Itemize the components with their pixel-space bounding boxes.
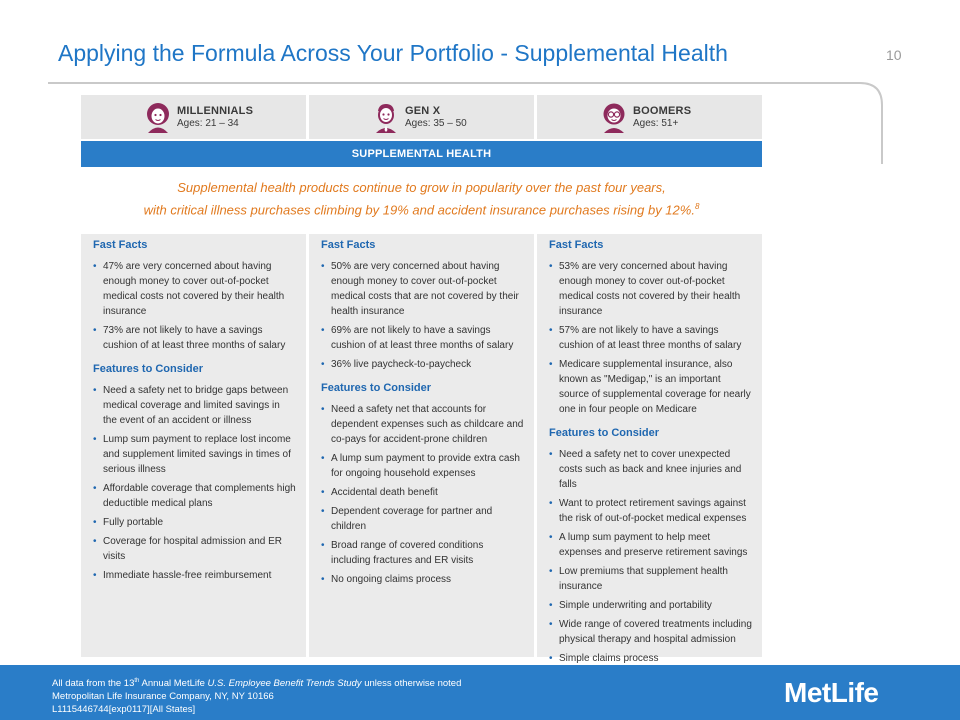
feature-item: • No ongoing claims process (321, 572, 524, 587)
footnote-mark: 8 (694, 202, 700, 211)
feature-item: • Simple claims process (549, 651, 752, 666)
feature-item: • Broad range of covered conditions including fractures and ER visits (321, 538, 524, 568)
feature-item: • Need a safety net that accounts for dependent expenses such as childcare and co-pays for accident-prone children (321, 402, 524, 447)
generation-ages: Ages: 35 – 50 (405, 118, 467, 129)
fast-fact-item: • 69% are not likely to have a savings cushion of at least three months of salary (321, 323, 524, 353)
generation-genx (309, 95, 534, 139)
features-heading: Features to Consider (549, 427, 660, 439)
feature-item: • A lump sum payment to help meet expenses and preserve retirement savings (549, 530, 752, 560)
features-list (93, 383, 296, 583)
generation-name: BOOMERS (633, 105, 692, 117)
footer-company-line: Metropolitan Life Insurance Company, NY, NY 10166 (52, 691, 274, 703)
metlife-logo: MetLife (784, 677, 879, 708)
fast-facts-list (93, 259, 296, 353)
generation-name: GEN X (405, 105, 441, 117)
feature-item: • Immediate hassle-free reimbursement (93, 568, 296, 583)
fast-facts-list (321, 259, 524, 372)
feature-item: • Accidental death benefit (321, 485, 524, 500)
feature-item: • Lump sum payment to replace lost income and supplement limited savings in times of serious illness (93, 432, 296, 477)
fast-fact-item: • 57% are not likely to have a savings cushion of at least three months of salary (549, 323, 752, 353)
feature-item: • Want to protect retirement savings against the risk of out-of-pocket medical expenses (549, 496, 752, 526)
intro-line-1: Supplemental health products continue to grow in popularity over the past four years, (177, 180, 666, 195)
feature-item: • Fully portable (93, 515, 296, 530)
fast-facts-heading: Fast Facts (549, 239, 604, 251)
column-millennials (81, 234, 306, 657)
features-heading: Features to Consider (93, 363, 204, 375)
intro-line-2: with critical illness purchases climbing by 19% and accident insurance purchases rising by 12%.$^8$ (143, 202, 700, 218)
feature-item: • Wide range of covered treatments including physical therapy and hospital admission (549, 617, 752, 647)
feature-item: • Affordable coverage that complements high deductible medical plans (93, 481, 296, 511)
fast-fact-item: • 36% live paycheck-to-paycheck (321, 357, 524, 372)
fast-fact-item: • 73% are not likely to have a savings cushion of at least three months of salary (93, 323, 296, 353)
millennial-woman-icon (143, 101, 173, 133)
fast-facts-list (549, 259, 752, 417)
fast-facts-heading: Fast Facts (93, 239, 148, 251)
feature-item: • Dependent coverage for partner and children (321, 504, 524, 534)
features-list (549, 447, 752, 666)
feature-item: • Need a safety net to cover unexpected costs such as back and knee injuries and falls (549, 447, 752, 492)
section-band-title: SUPPLEMENTAL HEALTH (81, 141, 762, 167)
column-genx (309, 234, 534, 657)
fast-fact-item: • Medicare supplemental insurance, also known as "Medigap," is an important source of supplemental coverage for nearly one in four people on Medicare (549, 357, 752, 417)
footer-code-line: L1115446744[exp0117][All States] (52, 704, 196, 716)
column-boomers (537, 234, 762, 664)
fast-facts-heading: Fast Facts (321, 239, 376, 251)
generation-header-row (81, 95, 762, 139)
generation-ages: Ages: 21 – 34 (177, 118, 239, 129)
footer-bar (0, 665, 960, 720)
footer-source-line: All data from the 13th Annual MetLife U.S. Employee Benefit Trends Study unless otherwise noted (52, 678, 462, 690)
features-heading: Features to Consider (321, 382, 432, 394)
slide-title: Applying the Formula Across Your Portfolio - Supplemental Health (58, 40, 728, 66)
feature-item: • A lump sum payment to provide extra cash for ongoing household expenses (321, 451, 524, 481)
generation-boomers (537, 95, 762, 139)
feature-item: • Simple underwriting and portability (549, 598, 752, 613)
feature-item: • Need a safety net to bridge gaps between medical coverage and limited savings in the event of an accident or illness (93, 383, 296, 428)
generation-name: MILLENNIALS (177, 105, 254, 117)
genx-man-icon (371, 101, 401, 133)
feature-item: • Coverage for hospital admission and ER visits (93, 534, 296, 564)
fast-fact-item: • 50% are very concerned about having enough money to cover out-of-pocket medical costs that are not covered by their health insurance (321, 259, 524, 319)
feature-item: • Low premiums that supplement health insurance (549, 564, 752, 594)
boomer-glasses-icon (599, 101, 629, 133)
intro-statement (81, 178, 762, 219)
page-number: 10 (886, 47, 902, 63)
footer-text (52, 675, 461, 716)
fast-fact-item: • 53% are very concerned about having enough money to cover out-of-pocket medical costs not covered by their health insurance (549, 259, 752, 319)
infographic-panel (81, 95, 762, 664)
generation-millennials (81, 95, 306, 139)
generation-columns (81, 234, 762, 664)
features-list (321, 402, 524, 587)
generation-ages: Ages: 51+ (633, 118, 679, 129)
fast-fact-item: • 47% are very concerned about having enough money to cover out-of-pocket medical costs not covered by their health insurance (93, 259, 296, 319)
